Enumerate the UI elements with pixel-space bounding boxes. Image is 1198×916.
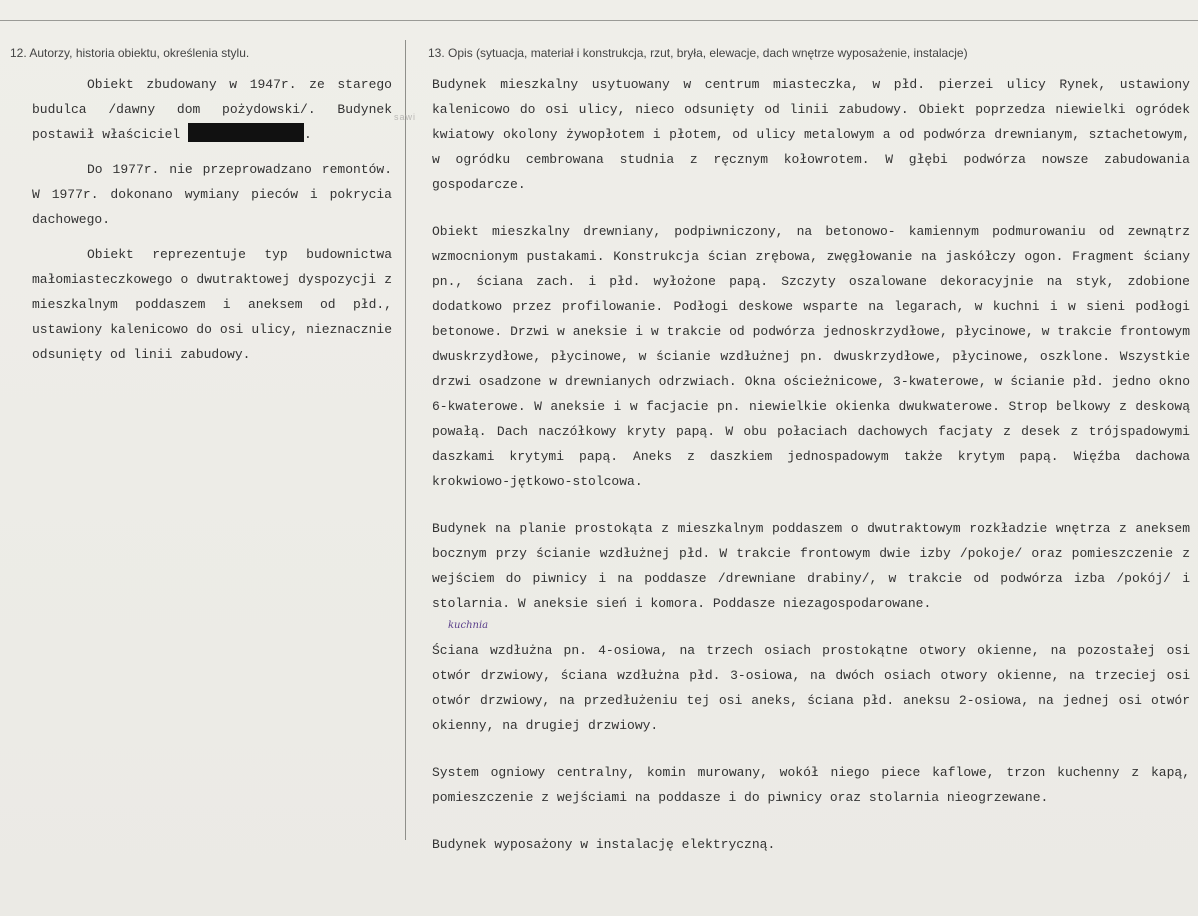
redaction-bar	[188, 123, 304, 142]
handwritten-annotation: kuchnia	[448, 620, 489, 631]
history-paragraph-2: Do 1977r. nie przeprowadzano remontów. W 1977r. dokonano wymiany pieców i pokrycia dachowego.	[32, 162, 392, 227]
history-paragraph-3: Obiekt reprezentuje typ budownictwa małomiasteczkowego o dwutraktowej dyspozycji z mieszkalnym poddaszem i aneksem od płd., ustawiony kalenicowo do osi ulicy, nieznacznie odsunięty od linii zabudowy.	[32, 247, 392, 362]
faint-stamp: sawi	[394, 112, 417, 122]
section-13-header: 13. Opis (sytuacja, materiał i konstrukcja, rzut, bryła, elewacje, dach wnętrze wyposażenie, instalacje)	[428, 46, 968, 60]
section-12-header: 12. Autorzy, historia obiektu, określenia stylu.	[10, 46, 250, 60]
top-rule	[0, 20, 1198, 21]
description-paragraph-elevations: Ściana wzdłużna pn. 4-osiowa, na trzech osiach prostokątne otwory okienne, na pozostałej osi otwór drzwiowy, ściana wzdłużna płd. 3-osiowa, na dwóch osiach otwory okienne, na trzeciej osi otwór drzwiowy, na przedłużeniu tej osi aneks, ściana płd. aneksu 2-osiowa, na jednej osi otwór okienny, na drugiej drzwiowy.	[432, 643, 1190, 733]
description-paragraph-electric: Budynek wyposażony w instalację elektryczną.	[432, 837, 776, 852]
history-paragraph-1: Obiekt zbudowany w 1947r. ze starego budulca /dawny dom pożydowski/. Budynek postawił właściciel .	[32, 77, 392, 142]
description-paragraph-plan: Budynek na planie prostokąta z mieszkalnym poddaszem o dwutraktowym rozkładzie wnętrza z aneksem bocznym przy ścianie wzdłużnej płd. W trakcie frontowym dwie izby /pokoje/ oraz pomieszczenie z wejściem do piwnicy i na poddasze /drewniane drabiny/, w trakcie od podwórza izba /pokój/ i stolarnia. W aneksie sień i komora. Poddasze niezagospodarowane.	[432, 521, 1190, 611]
description-paragraph-location: Budynek mieszkalny usytuowany w centrum miasteczka, w płd. pierzei ulicy Rynek, ustawiony kalenicowo do osi ulicy, nieco odsunięty od linii zabudowy. Obiekt poprzedza niewielki ogródek kwiatowy okolony żywopłotem i płotem, od ulicy metalowym a od podwórza drewnianym, sztachetowym, w ogródku cembrowana studnia z ręcznym kołowrotem. W głębi podwórza nowsze zabudowania gospodarcze.	[432, 77, 1190, 192]
history-column	[32, 72, 392, 367]
column-divider	[405, 40, 406, 840]
description-column	[432, 72, 1190, 857]
description-paragraph-construction: Obiekt mieszkalny drewniany, podpiwniczony, na betonowo- kamiennym podmurowaniu od zewnątrz wzmocnionym pustakami. Konstrukcja ścian zrębowa, zwęgłowanie na jaskółczy ogon. Fragment ściany pn., ściana zach. i płd. wyłożone papą. Szczyty oszalowane dekoracyjnie na styk, zdobione dodatkowo przez profilowanie. Podłogi deskowe wsparte na legarach, w kuchni i w sieni podłogi betonowe. Drzwi w aneksie i w trakcie od podwórza jednoskrzydłowe, płycinowe, w trakcie frontowym dwuskrzydłowe, płycinowe, w ścianie wzdłużnej pn. dwuskrzydłowe, płycinowe, oszklone. Wszystkie drzwi osadzone w drewnianych odrzwiach. Okna ościeżnicowe, 3-kwaterowe, w ścianie płd. jedno okno 6-kwaterowe. W aneksie i w facjacie pn. niewielkie okienka dwukwaterowe. Strop belkowy z deskową powałą. Dach naczółkowy kryty papą. W obu połaciach dachowych facjaty z desek z trójspadowymi daszkami krytymi papą. Aneks z daszkiem jednospadowym także krytym papą. Więźba dachowa krokwiowo-jętkowo-stolcowa.	[432, 224, 1190, 489]
description-paragraph-heating: System ogniowy centralny, komin murowany, wokół niego piece kaflowe, trzon kuchenny z kapą, pomieszczenie z wejściami na poddasze i do piwnicy oraz stolarnia nieogrzewane.	[432, 765, 1190, 805]
